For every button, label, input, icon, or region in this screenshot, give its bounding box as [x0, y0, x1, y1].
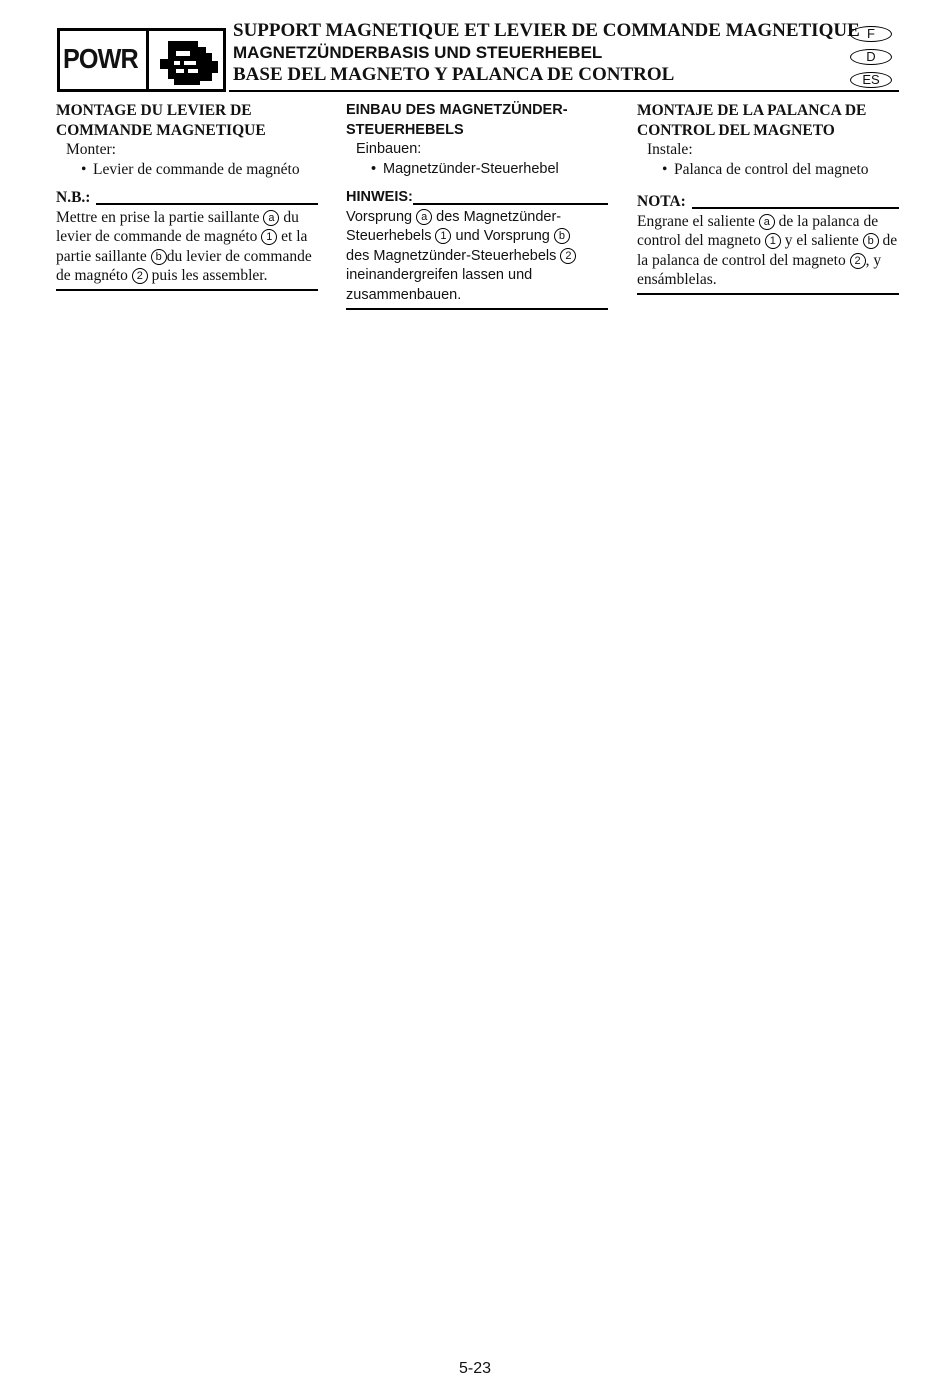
fr-note-text: du: [283, 208, 299, 226]
page-number: 5-23: [458, 1360, 492, 1377]
lang-badge-d: D: [850, 49, 892, 65]
fr-note-text: puis les assembler.: [151, 267, 268, 284]
es-note-text: Engrane el saliente: [637, 212, 755, 230]
de-bullet-text: Magnetzünder-Steuerhebel: [383, 160, 559, 177]
ref-1-marker: 1: [765, 233, 781, 249]
fr-note-text: de magnéto: [56, 267, 128, 284]
lang-badge-es: ES: [850, 72, 892, 88]
fr-heading-line-2: COMMANDE MAGNETIQUE: [56, 121, 266, 139]
de-note-text: Steuerhebels: [346, 228, 432, 244]
ref-b-marker: b: [863, 233, 879, 249]
section-badge: [57, 28, 226, 92]
title-es: BASE DEL MAGNETO Y PALANCA DE CONTROL: [233, 64, 675, 85]
de-bullet-item: [346, 160, 608, 180]
es-note-text: control del magneto: [637, 232, 761, 249]
de-heading-line-1: EINBAU DES MAGNETZÜNDER-: [346, 102, 568, 118]
de-heading-line-2: STEUERHEBELS: [346, 121, 464, 138]
fr-note-body: [56, 208, 318, 286]
de-note-label: HINWEIS:: [346, 189, 413, 205]
fr-note-text: levier de commande de magnéto: [56, 228, 258, 245]
es-note-text: de la palanca de: [778, 212, 879, 230]
ref-a-marker: a: [416, 209, 432, 225]
es-note-body: [637, 212, 899, 290]
de-note-text: des Magnetzünder-: [436, 208, 562, 225]
de-note-text: des Magnetzünder-Steuerhebels: [346, 247, 557, 264]
es-bullet-item: [637, 160, 899, 180]
ref-1-marker: 1: [261, 229, 277, 245]
es-note-text: de: [882, 232, 898, 249]
fr-note-label: N.B.:: [56, 189, 91, 206]
es-note-text: la palanca de control del magneto: [637, 251, 846, 269]
title-fr: SUPPORT MAGNETIQUE ET LEVIER DE COMMANDE MAGNETIQUE: [233, 20, 860, 41]
fr-bullet-item: [56, 160, 318, 180]
ref-2-marker: 2: [560, 248, 576, 264]
es-note-text: y el saliente: [784, 232, 859, 249]
ref-1-marker: 1: [435, 228, 451, 244]
column-french: [56, 101, 318, 291]
column-spanish: [637, 101, 899, 295]
lang-badge-f: F: [850, 26, 892, 42]
ref-2-marker: 2: [132, 268, 148, 284]
es-heading-line-1: MONTAJE DE LA PALANCA DE: [637, 102, 867, 119]
es-note-text: , y: [865, 251, 882, 269]
title-de: MAGNETZÜNDERBASIS UND STEUERHEBEL: [233, 43, 603, 62]
de-note-body: [346, 208, 608, 306]
fr-note-end-rule: [56, 289, 318, 291]
es-note-header: [637, 192, 899, 212]
section-badge-label: POWR: [63, 43, 138, 74]
es-note-end-rule: [637, 293, 899, 295]
es-step: Instale:: [647, 141, 693, 158]
fr-note-text: Mettre en prise la partie saillante: [56, 208, 260, 226]
de-note-text: und Vorsprung: [455, 228, 550, 244]
fr-note-text: du levier de commande: [166, 247, 312, 265]
es-note-text: ensámblelas.: [637, 271, 717, 288]
badge-divider: [146, 31, 149, 89]
powerunit-engine-icon: [158, 37, 220, 87]
de-note-rule: [413, 203, 608, 205]
header-rule: [229, 90, 899, 92]
es-note-rule: [692, 207, 899, 209]
de-note-header: [346, 188, 608, 208]
column-german: [346, 101, 608, 310]
es-note-label: NOTA:: [637, 193, 686, 210]
fr-note-text: partie saillante: [56, 247, 147, 265]
de-note-text: zusammenbauen.: [346, 286, 462, 303]
fr-step: Monter:: [66, 141, 116, 158]
fr-note-header: [56, 188, 318, 208]
ref-a-marker: a: [759, 214, 775, 230]
ref-b-marker: b: [151, 249, 167, 265]
ref-2-marker: 2: [850, 253, 866, 269]
ref-b-marker: b: [554, 228, 570, 244]
page-title-block: [233, 20, 860, 86]
de-step: Einbauen:: [356, 141, 422, 157]
ref-a-marker: a: [263, 210, 279, 226]
fr-bullet-text: Levier de commande de magnéto: [93, 160, 300, 178]
fr-heading-line-1: MONTAGE DU LEVIER DE: [56, 102, 252, 119]
fr-note-text: et la: [281, 228, 308, 245]
de-note-end-rule: [346, 308, 608, 310]
fr-note-rule: [96, 203, 318, 205]
es-bullet-text: Palanca de control del magneto: [674, 160, 869, 178]
de-note-text: Vorsprung: [346, 208, 413, 225]
es-heading-line-2: CONTROL DEL MAGNETO: [637, 121, 835, 139]
de-note-text: ineinandergreifen lassen und: [346, 267, 533, 283]
